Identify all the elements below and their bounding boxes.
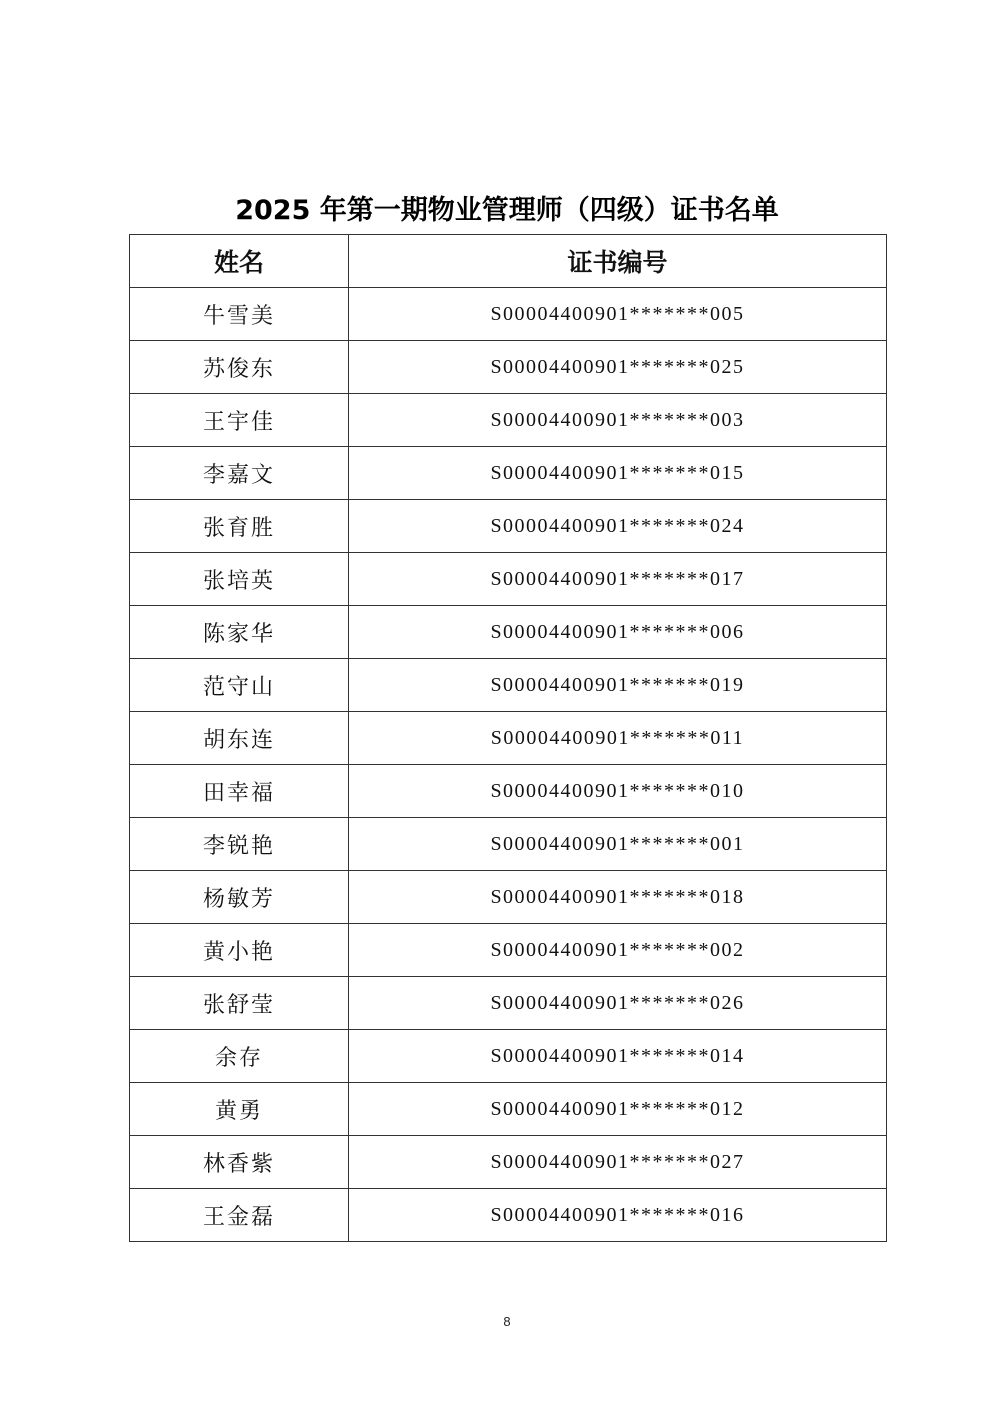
certificate-table xyxy=(129,234,887,1242)
cell-cert-number: S00004400901*******010 xyxy=(349,765,887,818)
cell-cert-number: S00004400901*******005 xyxy=(349,288,887,341)
cell-name: 胡东连 xyxy=(130,712,349,765)
table-row xyxy=(130,977,887,1030)
table-row xyxy=(130,1136,887,1189)
cell-cert-number: S00004400901*******003 xyxy=(349,394,887,447)
table-row xyxy=(130,341,887,394)
cell-name: 杨敏芳 xyxy=(130,871,349,924)
table-row xyxy=(130,606,887,659)
table-header-row xyxy=(130,235,887,288)
cell-cert-number: S00004400901*******011 xyxy=(349,712,887,765)
cell-cert-number: S00004400901*******018 xyxy=(349,871,887,924)
cell-cert-number: S00004400901*******019 xyxy=(349,659,887,712)
cell-cert-number: S00004400901*******001 xyxy=(349,818,887,871)
cell-cert-number: S00004400901*******027 xyxy=(349,1136,887,1189)
cell-name: 田幸福 xyxy=(130,765,349,818)
cell-cert-number: S00004400901*******025 xyxy=(349,341,887,394)
table-row xyxy=(130,818,887,871)
table-body xyxy=(130,288,887,1242)
cell-cert-number: S00004400901*******024 xyxy=(349,500,887,553)
cell-cert-number: S00004400901*******012 xyxy=(349,1083,887,1136)
table-row xyxy=(130,447,887,500)
table-row xyxy=(130,1030,887,1083)
cell-cert-number: S00004400901*******006 xyxy=(349,606,887,659)
cell-name: 牛雪美 xyxy=(130,288,349,341)
cell-cert-number: S00004400901*******015 xyxy=(349,447,887,500)
table-row xyxy=(130,712,887,765)
table-row xyxy=(130,500,887,553)
cell-name: 林香紫 xyxy=(130,1136,349,1189)
cell-name: 张舒莹 xyxy=(130,977,349,1030)
cell-cert-number: S00004400901*******014 xyxy=(349,1030,887,1083)
page-number: 8 xyxy=(503,1314,511,1329)
cell-cert-number: S00004400901*******026 xyxy=(349,977,887,1030)
cell-name: 张育胜 xyxy=(130,500,349,553)
cell-name: 苏俊东 xyxy=(130,341,349,394)
cell-name: 王宇佳 xyxy=(130,394,349,447)
cell-name: 张培英 xyxy=(130,553,349,606)
cell-name: 陈家华 xyxy=(130,606,349,659)
cell-name: 黄小艳 xyxy=(130,924,349,977)
table-row xyxy=(130,1189,887,1242)
table-row xyxy=(130,871,887,924)
cell-name: 范守山 xyxy=(130,659,349,712)
cell-name: 李锐艳 xyxy=(130,818,349,871)
cell-cert-number: S00004400901*******017 xyxy=(349,553,887,606)
table-row xyxy=(130,1083,887,1136)
header-name: 姓名 xyxy=(130,235,349,288)
cell-cert-number: S00004400901*******002 xyxy=(349,924,887,977)
cell-name: 余存 xyxy=(130,1030,349,1083)
table-row xyxy=(130,288,887,341)
table-row xyxy=(130,765,887,818)
table-row xyxy=(130,659,887,712)
table-row xyxy=(130,924,887,977)
cell-name: 李嘉文 xyxy=(130,447,349,500)
cell-name: 王金磊 xyxy=(130,1189,349,1242)
cell-cert-number: S00004400901*******016 xyxy=(349,1189,887,1242)
document-title: 2025 年第一期物业管理师（四级）证书名单 xyxy=(235,195,779,226)
table-row xyxy=(130,553,887,606)
cell-name: 黄勇 xyxy=(130,1083,349,1136)
table-row xyxy=(130,394,887,447)
header-cert-number: 证书编号 xyxy=(349,235,887,288)
